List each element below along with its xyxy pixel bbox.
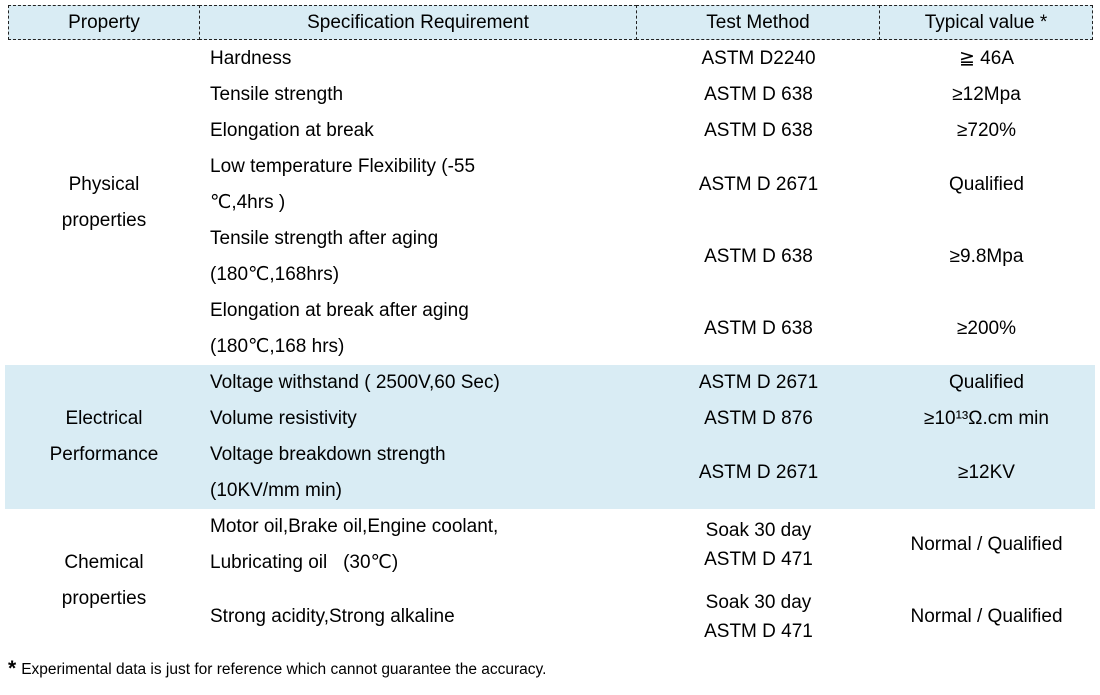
- method-text: Soak 30 day: [705, 592, 812, 613]
- table-body: [0, 41, 1100, 653]
- property-cell-physical: [8, 41, 200, 365]
- spec-text: ℃,4hrs ): [210, 192, 286, 213]
- method-text: ASTM D 638: [704, 84, 813, 105]
- header-cell-test-method: Test Method: [636, 5, 880, 40]
- spec-text: Motor oil,Brake oil,Engine coolant,: [210, 516, 499, 537]
- method-text: ASTM D 471: [704, 549, 813, 570]
- table-row-tensile-after-aging: [200, 221, 1095, 293]
- method-cell: [637, 113, 880, 149]
- value-text: ≥200%: [956, 318, 1017, 339]
- section-rows: [200, 41, 1095, 365]
- spec-text: Volume resistivity: [210, 408, 357, 429]
- section-rows: [200, 509, 1095, 653]
- spec-cell: [200, 365, 637, 401]
- method-text: ASTM D 2671: [698, 174, 819, 195]
- value-cell: [880, 113, 1093, 149]
- table-header-row: [8, 5, 1093, 40]
- property-label-line: Physical: [68, 174, 140, 195]
- value-text: ≥12KV: [958, 462, 1015, 483]
- property-label-line: properties: [61, 588, 147, 609]
- value-cell: [880, 41, 1093, 77]
- value-text: Qualified: [949, 174, 1024, 195]
- spec-cell: [200, 41, 637, 77]
- spec-text: Lubricating oil (30℃): [210, 552, 399, 573]
- spec-cell: [200, 77, 637, 113]
- table-row-oils: [200, 509, 1095, 581]
- value-text: ≥720%: [956, 120, 1017, 141]
- table-row-hardness: [200, 41, 1095, 77]
- method-cell: [637, 516, 880, 574]
- section-physical-properties: [5, 41, 1095, 365]
- spec-text: Voltage withstand ( 2500V,60 Sec): [210, 372, 500, 393]
- method-cell: [637, 401, 880, 437]
- table-row-voltage-breakdown: [200, 437, 1095, 509]
- value-text: Normal / Qualified: [910, 606, 1063, 627]
- value-cell: [880, 311, 1093, 347]
- method-cell: [637, 41, 880, 77]
- method-cell: [637, 365, 880, 401]
- property-label-line: Electrical: [65, 408, 143, 429]
- table-row-acid-alkaline: [200, 581, 1095, 653]
- method-cell: [637, 167, 880, 203]
- spec-text: Elongation at break after aging: [210, 300, 469, 321]
- method-text: ASTM D2240: [701, 48, 816, 69]
- property-cell-electrical: [8, 365, 200, 509]
- table-row-elongation-after-aging: [200, 293, 1095, 365]
- spec-cell: [200, 437, 637, 509]
- spec-text: Tensile strength: [210, 84, 344, 105]
- footnote-text: Experimental data is just for reference which cannot guarantee the accuracy.: [21, 661, 547, 678]
- value-cell: [880, 401, 1093, 437]
- spec-text: Voltage breakdown strength: [210, 444, 446, 465]
- method-text: ASTM D 638: [704, 318, 813, 339]
- spec-cell: [200, 149, 637, 221]
- table-row-volume-resistivity: [200, 401, 1095, 437]
- method-text: ASTM D 876: [704, 408, 813, 429]
- spec-text: Low temperature Flexibility (-55: [210, 156, 476, 177]
- value-text: Normal / Qualified: [910, 534, 1063, 555]
- value-text: ≥12Mpa: [952, 84, 1021, 105]
- table-row-voltage-withstand: [200, 365, 1095, 401]
- section-rows: [200, 365, 1095, 509]
- table-row-elongation: [200, 113, 1095, 149]
- property-cell-chemical: [8, 509, 200, 653]
- spec-text: Strong acidity,Strong alkaline: [210, 606, 455, 627]
- header-cell-typical-value: Typical value *: [879, 5, 1093, 40]
- spec-cell: [200, 221, 637, 293]
- value-text: ≥9.8Mpa: [949, 246, 1024, 267]
- section-electrical-performance: [5, 365, 1095, 509]
- method-cell: [637, 588, 880, 646]
- value-text: ≧ 46A: [958, 48, 1014, 69]
- value-cell: [880, 167, 1093, 203]
- spec-text: (180℃,168hrs): [210, 264, 340, 285]
- value-cell: [880, 77, 1093, 113]
- footnote-asterisk: *: [8, 657, 17, 680]
- value-cell: [880, 599, 1093, 635]
- value-cell: [880, 239, 1093, 275]
- method-cell: [637, 455, 880, 491]
- property-label-line: Chemical: [64, 552, 144, 573]
- spec-text: Elongation at break: [210, 120, 374, 141]
- method-text: Soak 30 day: [705, 520, 812, 541]
- spec-text: (180℃,168 hrs): [210, 336, 345, 357]
- property-label-line: properties: [61, 210, 147, 231]
- spec-cell: [200, 113, 637, 149]
- spec-text: Tensile strength after aging: [210, 228, 439, 249]
- property-label-line: Performance: [49, 444, 159, 465]
- method-text: ASTM D 2671: [698, 372, 819, 393]
- table-row-tensile-strength: [200, 77, 1095, 113]
- value-text: ≥10¹³Ω.cm min: [924, 408, 1049, 429]
- method-text: ASTM D 471: [704, 621, 813, 642]
- spec-cell: [200, 401, 637, 437]
- value-cell: [880, 365, 1093, 401]
- method-text: ASTM D 638: [704, 246, 813, 267]
- method-text: ASTM D 638: [704, 120, 813, 141]
- spec-cell: [200, 599, 637, 635]
- spec-cell: [200, 293, 637, 365]
- table-row-low-temp-flexibility: [200, 149, 1095, 221]
- method-text: ASTM D 2671: [698, 462, 819, 483]
- spec-cell: [200, 509, 637, 581]
- section-chemical-properties: [5, 509, 1095, 653]
- spec-text: Hardness: [210, 48, 292, 69]
- method-cell: [637, 77, 880, 113]
- value-text: Qualified: [949, 372, 1024, 393]
- method-cell: [637, 239, 880, 275]
- footnote: [8, 656, 546, 682]
- spec-text: (10KV/mm min): [210, 480, 342, 501]
- header-cell-property: Property: [8, 5, 200, 40]
- method-cell: [637, 311, 880, 347]
- value-cell: [880, 527, 1093, 563]
- value-cell: [880, 455, 1093, 491]
- header-cell-specification: Specification Requirement: [199, 5, 637, 40]
